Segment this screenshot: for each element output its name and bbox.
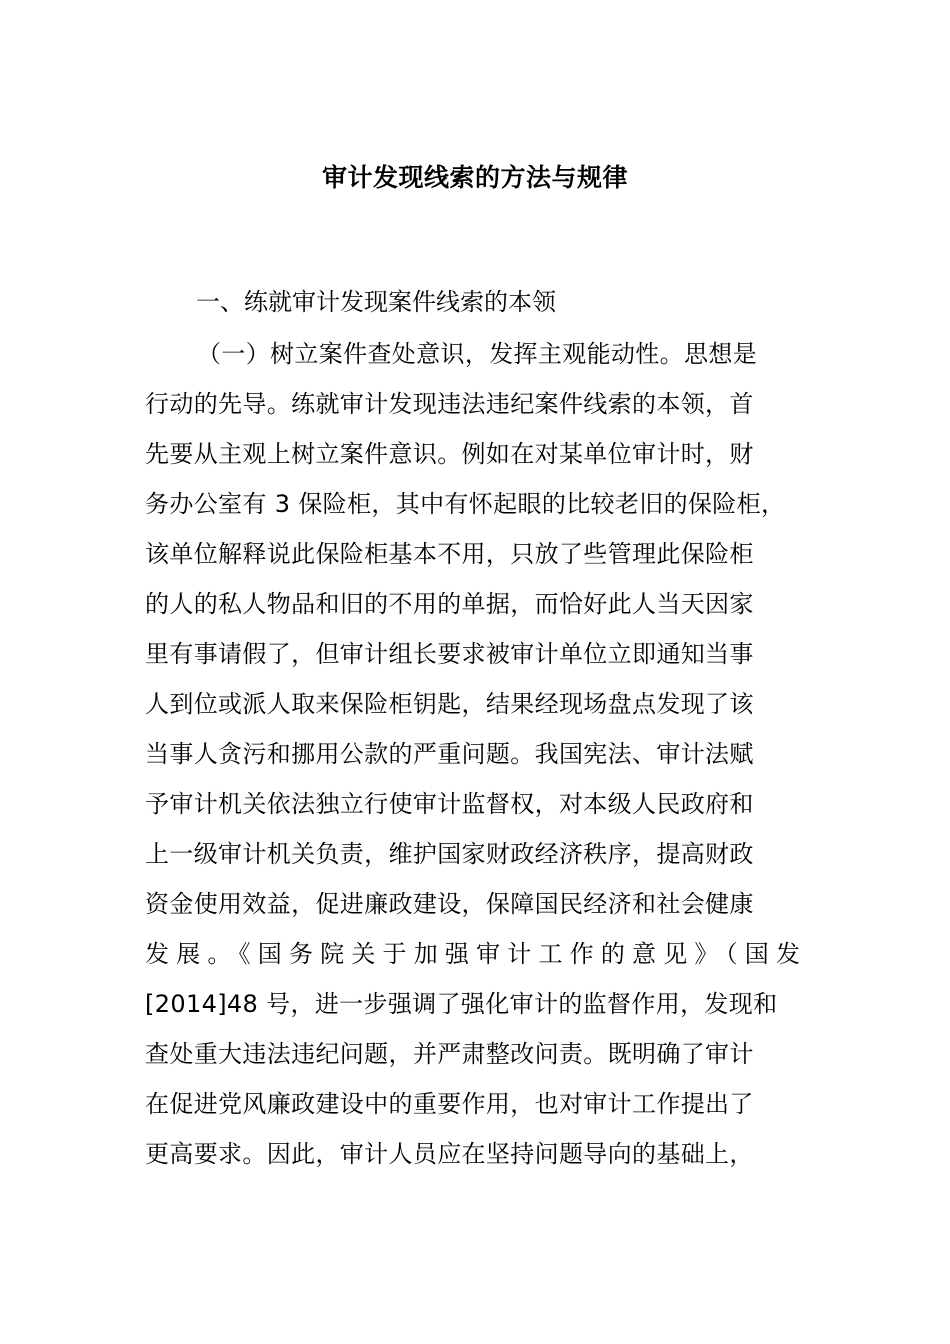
paragraph-line: 查处重大违法违纪问题，并严肃整改问责。既明确了审计 bbox=[145, 1040, 754, 1068]
paragraph-line: 先要从主观上树立案件意识。例如在对某单位审计时，财 bbox=[145, 440, 754, 468]
paragraph-line: 行动的先导。练就审计发现违法违纪案件线索的本领，首 bbox=[145, 390, 754, 418]
body-paragraph bbox=[145, 335, 835, 1185]
paragraph-line: 予审计机关依法独立行使审计监督权，对本级人民政府和 bbox=[145, 790, 754, 818]
paragraph-line: 该单位解释说此保险柜基本不用，只放了些管理此保险柜 bbox=[145, 540, 754, 568]
paragraph-line: 人到位或派人取来保险柜钥匙，结果经现场盘点发现了该 bbox=[145, 690, 754, 718]
paragraph-line: 资金使用效益，促进廉政建设，保障国民经济和社会健康 bbox=[145, 890, 754, 918]
paragraph-line: （一）树立案件查处意识，发挥主观能动性。思想是 bbox=[197, 340, 758, 368]
paragraph-line: 里有事请假了，但审计组长要求被审计单位立即通知当事 bbox=[145, 640, 754, 668]
paragraph-line: 更高要求。因此，审计人员应在坚持问题导向的基础上， bbox=[145, 1140, 754, 1168]
paragraph-line: 当事人贪污和挪用公款的严重问题。我国宪法、审计法赋 bbox=[145, 740, 754, 768]
document-title: 审计发现线索的方法与规律 bbox=[321, 163, 628, 192]
paragraph-line: 务办公室有 3 保险柜，其中有怀起眼的比较老旧的保险柜， bbox=[145, 490, 786, 518]
paragraph-line: 在促进党风廉政建设中的重要作用，也对审计工作提出了 bbox=[145, 1090, 754, 1118]
section-heading: 一、练就审计发现案件线索的本领 bbox=[196, 288, 556, 316]
paragraph-line: [2014]48 号，进一步强调了强化审计的监督作用，发现和 bbox=[145, 990, 778, 1018]
paragraph-line: 上一级审计机关负责，维护国家财政经济秩序，提高财政 bbox=[145, 840, 754, 868]
paragraph-line: 的人的私人物品和旧的不用的单据，而恰好此人当天因家 bbox=[145, 590, 754, 618]
paragraph-line: 发展。《国务院关于加强审计工作的意见》（国发 bbox=[145, 940, 805, 968]
